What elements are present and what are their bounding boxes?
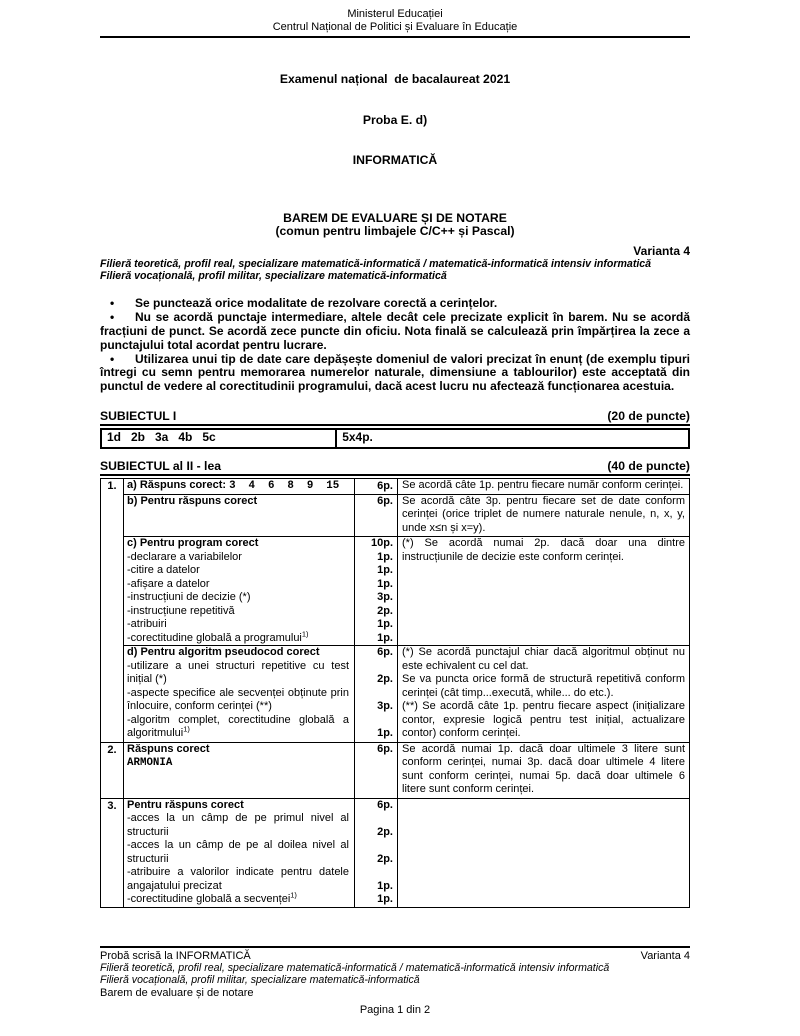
criterion-line (124, 743, 397, 757)
instruction-bullet-3 (100, 353, 690, 394)
table-row-3 (101, 798, 690, 907)
answer-value: ARMONIA (127, 757, 173, 770)
criterion-line (124, 578, 397, 592)
points-value: 1p. (377, 550, 393, 563)
exam-title-block (100, 46, 690, 195)
points-value: 1p. (377, 618, 393, 631)
ministry-line: Ministerul Educației (347, 8, 443, 20)
criterion-line (124, 564, 397, 578)
subject1-scoring: 5x4p. (336, 429, 689, 448)
instruction-text-1: Se punctează orice modalitate de rezolvare corectă a cerințelor. (135, 296, 498, 311)
points-value: 10p. (370, 537, 393, 550)
footer-filiera-2: Filieră vocațională, profil militar, specializare matematică-informatică (100, 974, 420, 987)
row-number: 1. (101, 479, 124, 743)
criterion-text (124, 629, 354, 646)
criterion-text: -utilizare a unei structuri repetitive cu test inițial (*) (127, 659, 349, 686)
header-divider (100, 36, 690, 38)
footnote-marker: 1) (183, 724, 190, 734)
bullet-icon: • (110, 296, 115, 311)
points-value: 1p. (377, 879, 393, 892)
criterion-line (124, 618, 397, 632)
criterion-line (124, 839, 397, 866)
bullet-icon: • (110, 351, 115, 366)
criteria-cell (124, 742, 398, 798)
note-text: Se acordă câte 1p. pentru fiecare număr conform cerinței. (402, 479, 684, 492)
criterion-text: -citire a datelor (127, 564, 200, 577)
barem-title: BAREM DE EVALUARE ȘI DE NOTARE (283, 210, 507, 225)
criterion-text: -instrucțiune repetitivă (127, 604, 235, 617)
criterion-title: c) Pentru program corect (127, 537, 259, 550)
points-value: 2p. (377, 673, 393, 686)
instructions (100, 297, 690, 394)
instruction-text-2: Nu se acordă punctaje intermediare, altele decât cele precizate explicit în barem. Nu se acordă fracțiuni de punct. Se acordă zece puncte din oficiu. Nota finală se calculează prin împărțirea la zece a punctajului total acordat pentru lucrare. (100, 310, 690, 352)
points-value: 6p. (377, 742, 393, 755)
note-cell (398, 494, 690, 537)
points-value: 6p. (377, 480, 393, 493)
footnote-marker: 1) (290, 890, 297, 900)
subject1-points: (20 de puncte) (607, 408, 690, 423)
filiera-line-2: Filieră vocațională, profil militar, specializare matematică-informatică (100, 270, 447, 283)
criterion-line (124, 812, 397, 839)
points-value: 1p. (377, 893, 393, 906)
points-value: 1p. (377, 564, 393, 577)
instruction-text-3: Utilizarea unui tip de date care depășește domeniul de valori precizat în enunț (de exemplu tipuri întregi cu semn pentru memorarea numerelor naturale, dimensiune a tablourilor) este acceptată din punctul de vedere al corectitudinii programului, dacă acest lucru nu afectează funcționarea acestuia. (100, 351, 690, 394)
note-cell (398, 479, 690, 495)
criterion-line (124, 479, 397, 494)
footnote-marker: 1) (301, 629, 309, 639)
table-row-1a (101, 479, 690, 495)
criteria-cell (124, 537, 398, 646)
table-row-1d (101, 646, 690, 743)
criterion-line (124, 660, 397, 687)
points-value: 2p. (377, 852, 393, 865)
answer-value: 3 4 6 8 9 15 (229, 480, 340, 493)
document-header (100, 8, 690, 38)
criterion-line (124, 799, 397, 813)
footer-top-row (100, 950, 690, 962)
criterion-line (124, 890, 397, 907)
note-text: Se acordă numai 1p. dacă doar ultimele 3 litere sunt conform cerinței, numai 3p. dacă doar ultimele 4 litere sunt conform cerinței, numai 5p. dacă doar ultimele 6 litere sunt conform cerinței. (402, 742, 685, 796)
criterion-line (124, 605, 397, 619)
criterion-text: -declarare a variabilelor (127, 550, 242, 563)
criterion-line (124, 551, 397, 565)
criterion-line (124, 687, 397, 714)
note-cell (398, 646, 690, 743)
row-number: 3. (101, 798, 124, 907)
points-value: 3p. (377, 700, 393, 713)
subject1-table (100, 428, 690, 449)
table-row-1c (101, 537, 690, 646)
criterion-text (124, 714, 354, 741)
table-row-1b (101, 494, 690, 537)
criterion-title: Pentru răspuns corect (127, 798, 244, 811)
criteria-cell (124, 646, 398, 743)
criterion-title: Răspuns corect (127, 742, 210, 755)
points-value: 1p. (377, 577, 393, 590)
criteria-cell (124, 479, 398, 495)
points-value: 2p. (377, 604, 393, 617)
subject2-heading (100, 460, 690, 477)
subject-name: INFORMATICĂ (352, 153, 438, 167)
points-value: 1p. (377, 727, 393, 740)
criteria-cell (124, 798, 398, 907)
criterion-text: -acces la un câmp de pe al doilea nivel al structurii (127, 839, 349, 865)
criterion-text: -instrucțiuni de decizie (*) (127, 591, 251, 604)
subject1-heading (100, 410, 690, 427)
points-value: 3p. (377, 591, 393, 604)
footer-filiera-1: Filieră teoretică, profil real, specializare matematică-informatică / matematică-informatică intensiv informatică (100, 962, 610, 975)
variant-label: Varianta 4 (633, 243, 690, 258)
points-value: 6p. (377, 798, 393, 811)
criterion-title: b) Pentru răspuns corect (127, 494, 258, 507)
barem-subtitle: (comun pentru limbajele C/C++ și Pascal) (275, 224, 515, 238)
subject1-title: SUBIECTUL I (100, 408, 177, 423)
footer-variant: Varianta 4 (640, 950, 690, 962)
page-footer (100, 946, 690, 1016)
barem-title-block (100, 212, 690, 239)
exam-title: Examenul național de bacalaureat 2021 (279, 72, 511, 86)
criterion-line (124, 714, 397, 741)
criterion-line (124, 629, 397, 646)
note-text: Se acordă câte 3p. pentru fiecare set de date conform cerinței (orice triplet de numere naturale nenule, n, x, y, unde x≤n și x=y). (402, 494, 685, 534)
criterion-text (124, 890, 354, 907)
page-number: Pagina 1 din 2 (359, 1003, 431, 1016)
filiera-line-1: Filieră teoretică, profil real, specializare matematică-informatică / matematică-informatică intensiv informatică (100, 258, 652, 270)
criterion-line (124, 866, 397, 893)
criterion-text-fragment: -corectitudine globală a programului (127, 631, 302, 644)
table-row-2 (101, 742, 690, 798)
note-text: (*) Se acordă numai 2p. dacă doar una dintre instrucțiunile de decizie este conform cerinței. (402, 537, 685, 563)
points-value: 2p. (377, 825, 393, 838)
footer-exam-name: Probă scrisă la INFORMATICĂ (100, 950, 251, 962)
instruction-bullet-1 (100, 297, 690, 311)
note-cell (398, 798, 690, 907)
points-value: 1p. (377, 631, 393, 644)
filiera-block (100, 258, 690, 282)
note-text: (**) Se acordă câte 1p. pentru fiecare aspect (inițializare contor, expresie logică pentru test inițial, actualizare contor) conform cerinței. (402, 700, 685, 740)
note-text: (*) Se acordă punctajul chiar dacă algoritmul obținut nu este echivalent cu cel dat. (402, 646, 685, 672)
criterion-text: -afișare a datelor (127, 577, 210, 590)
center-line: Centrul Național de Politici și Evaluare în Educație (272, 21, 518, 33)
bullet-icon: • (110, 310, 115, 325)
criterion-text: -atribuiri (127, 618, 167, 631)
subject1-row (101, 429, 689, 448)
criterion-text-fragment: -algoritm complet, corectitudine globală a algoritmului (127, 713, 349, 740)
criterion-title: a) Răspuns corect: (127, 479, 230, 492)
criterion-text: -aspecte specifice ale secvenței obținute prin înlocuire, conform cerinței (**) (127, 686, 349, 713)
criterion-line (124, 646, 397, 660)
criteria-cell (124, 494, 398, 537)
points-value: 6p. (377, 646, 393, 659)
row-number: 2. (101, 742, 124, 798)
instruction-bullet-2 (100, 311, 690, 352)
criterion-line (124, 756, 397, 771)
criterion-title: d) Pentru algoritm pseudocod corect (127, 646, 320, 659)
note-cell (398, 537, 690, 646)
footer-barem-label: Barem de evaluare și de notare (100, 986, 254, 999)
subject2-points: (40 de puncte) (607, 458, 690, 473)
points-value: 6p. (377, 494, 393, 507)
note-text: Se va puncta orice formă de structură repetitivă conform cerinței (cât timp...execută, while... do etc.). (402, 673, 685, 699)
proba-line: Proba E. d) (362, 112, 428, 127)
criterion-text: -acces la un câmp de pe primul nivel al structurii (127, 812, 349, 838)
criterion-text: -atribuire a valorilor indicate pentru datele angajatului precizat (127, 866, 349, 892)
subject2-title: SUBIECTUL al II - lea (100, 458, 221, 473)
subject1-answers: 1d 2b 3a 4b 5c (101, 429, 336, 448)
subject2-table (100, 478, 690, 908)
criterion-text-fragment: -corectitudine globală a secvenței (127, 893, 291, 906)
criterion-line (124, 537, 397, 551)
criterion-line (124, 591, 397, 605)
note-cell (398, 742, 690, 798)
criterion-line (124, 495, 397, 509)
